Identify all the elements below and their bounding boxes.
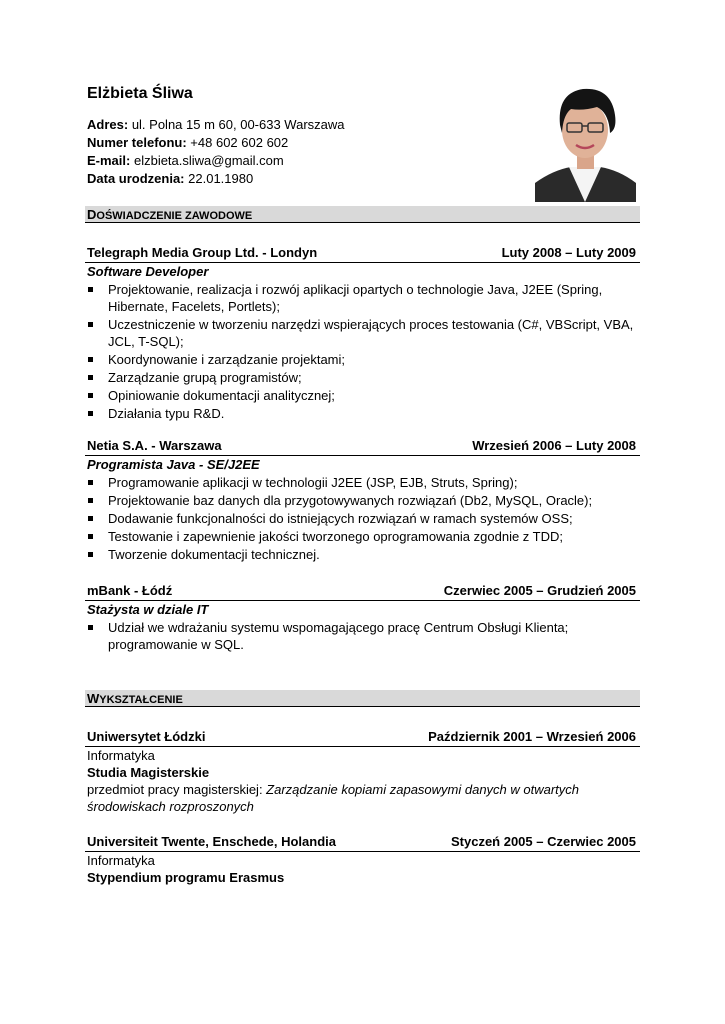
job-duties bbox=[85, 281, 640, 422]
job-duties bbox=[85, 619, 640, 653]
job-duty: Programowanie aplikacji w technologii J2EE (JSP, EJB, Struts, Spring); bbox=[85, 474, 640, 491]
thesis-label: przedmiot pracy magisterskiej: bbox=[87, 782, 267, 797]
education-entry bbox=[85, 833, 640, 886]
birth-label: Data urodzenia: bbox=[87, 171, 185, 186]
job-role: Stażysta w dziale IT bbox=[87, 602, 209, 617]
email-line bbox=[87, 152, 345, 170]
phone-value: +48 602 602 602 bbox=[190, 135, 289, 150]
address-label: Adres: bbox=[87, 117, 129, 132]
school-dates: Październik 2001 – Wrzesień 2006 bbox=[428, 729, 636, 744]
job-entry bbox=[85, 437, 640, 564]
phone-label: Numer telefonu: bbox=[87, 135, 187, 150]
job-header bbox=[85, 437, 640, 456]
school-name: Universiteit Twente, Enschede, Holandia bbox=[87, 834, 336, 849]
job-duties bbox=[85, 474, 640, 563]
job-entry bbox=[85, 244, 640, 423]
job-header bbox=[85, 244, 640, 263]
job-duty: Udział we wdrażaniu systemu wspomagającego pracę Centrum Obsługi Klienta; programowanie w SQL. bbox=[85, 619, 640, 653]
education-entry bbox=[85, 728, 640, 815]
job-role: Programista Java - SE/J2EE bbox=[87, 457, 260, 472]
job-duty: Koordynowanie i zarządzanie projektami; bbox=[85, 351, 640, 368]
job-duty: Dodawanie funkcjonalności do istniejących rozwiązań w ramach systemów OSS; bbox=[85, 510, 640, 527]
job-duty: Zarządzanie grupą programistów; bbox=[85, 369, 640, 386]
school-name: Uniwersytet Łódzki bbox=[87, 729, 206, 744]
job-header bbox=[85, 582, 640, 601]
experience-heading-rest: OŚWIADCZENIE ZAWODOWE bbox=[96, 210, 253, 222]
job-duty: Testowanie i zapewnienie jakości tworzonego oprogramowania zgodnie z TDD; bbox=[85, 528, 640, 545]
job-duty: Działania typu R&D. bbox=[85, 405, 640, 422]
thesis-title: Zarządzanie kopiami zapasowymi danych w otwartych środowiskach rozproszonych bbox=[87, 782, 580, 814]
job-duty: Opiniowanie dokumentacji analitycznej; bbox=[85, 387, 640, 404]
education-heading-cap: W bbox=[87, 691, 100, 706]
degree: Studia Magisterskie bbox=[87, 765, 210, 780]
birth-value: 22.01.1980 bbox=[188, 171, 254, 186]
phone-line bbox=[87, 134, 345, 152]
education-header bbox=[85, 833, 640, 852]
degree: Stypendium programu Erasmus bbox=[87, 870, 285, 885]
email-value[interactable]: elzbieta.sliwa@gmail.com bbox=[133, 153, 284, 168]
education-heading bbox=[85, 690, 640, 707]
thesis bbox=[85, 781, 640, 815]
study-field: Informatyka bbox=[87, 853, 155, 868]
job-dates: Czerwiec 2005 – Grudzień 2005 bbox=[443, 583, 636, 598]
experience-heading-cap: D bbox=[87, 207, 97, 222]
job-role: Software Developer bbox=[87, 264, 209, 279]
job-dates: Luty 2008 – Luty 2009 bbox=[501, 245, 636, 260]
address-line bbox=[87, 116, 345, 134]
school-dates: Styczeń 2005 – Czerwiec 2005 bbox=[450, 834, 636, 849]
profile-photo bbox=[535, 75, 636, 202]
job-company: Netia S.A. - Warszawa bbox=[87, 438, 222, 453]
job-company: Telegraph Media Group Ltd. - Londyn bbox=[87, 245, 318, 260]
experience-heading bbox=[85, 206, 640, 223]
email-label: E-mail: bbox=[87, 153, 131, 168]
job-dates: Wrzesień 2006 – Luty 2008 bbox=[472, 438, 636, 453]
study-field: Informatyka bbox=[87, 748, 155, 763]
person-name: Elżbieta Śliwa bbox=[87, 85, 193, 102]
job-duty: Uczestniczenie w tworzeniu narzędzi wspierających proces testowania (C#, VBScript, VBA, JCL, T-SQL); bbox=[85, 316, 640, 350]
job-company: mBank - Łódź bbox=[87, 583, 173, 598]
education-heading-rest: YKSZTAŁCENIE bbox=[99, 694, 183, 706]
job-duty: Projektowanie baz danych dla przygotowywanych rozwiązań (Db2, MySQL, Oracle); bbox=[85, 492, 640, 509]
address-value: ul. Polna 15 m 60, 00-633 Warszawa bbox=[131, 117, 345, 132]
contact-info bbox=[87, 116, 345, 188]
job-entry bbox=[85, 582, 640, 654]
job-duty: Tworzenie dokumentacji technicznej. bbox=[85, 546, 640, 563]
education-header bbox=[85, 728, 640, 747]
birth-line bbox=[87, 170, 345, 188]
job-duty: Projektowanie, realizacja i rozwój aplikacji opartych o technologie Java, J2EE (Spring, Hibernate, Facelets, Portlets); bbox=[85, 281, 640, 315]
